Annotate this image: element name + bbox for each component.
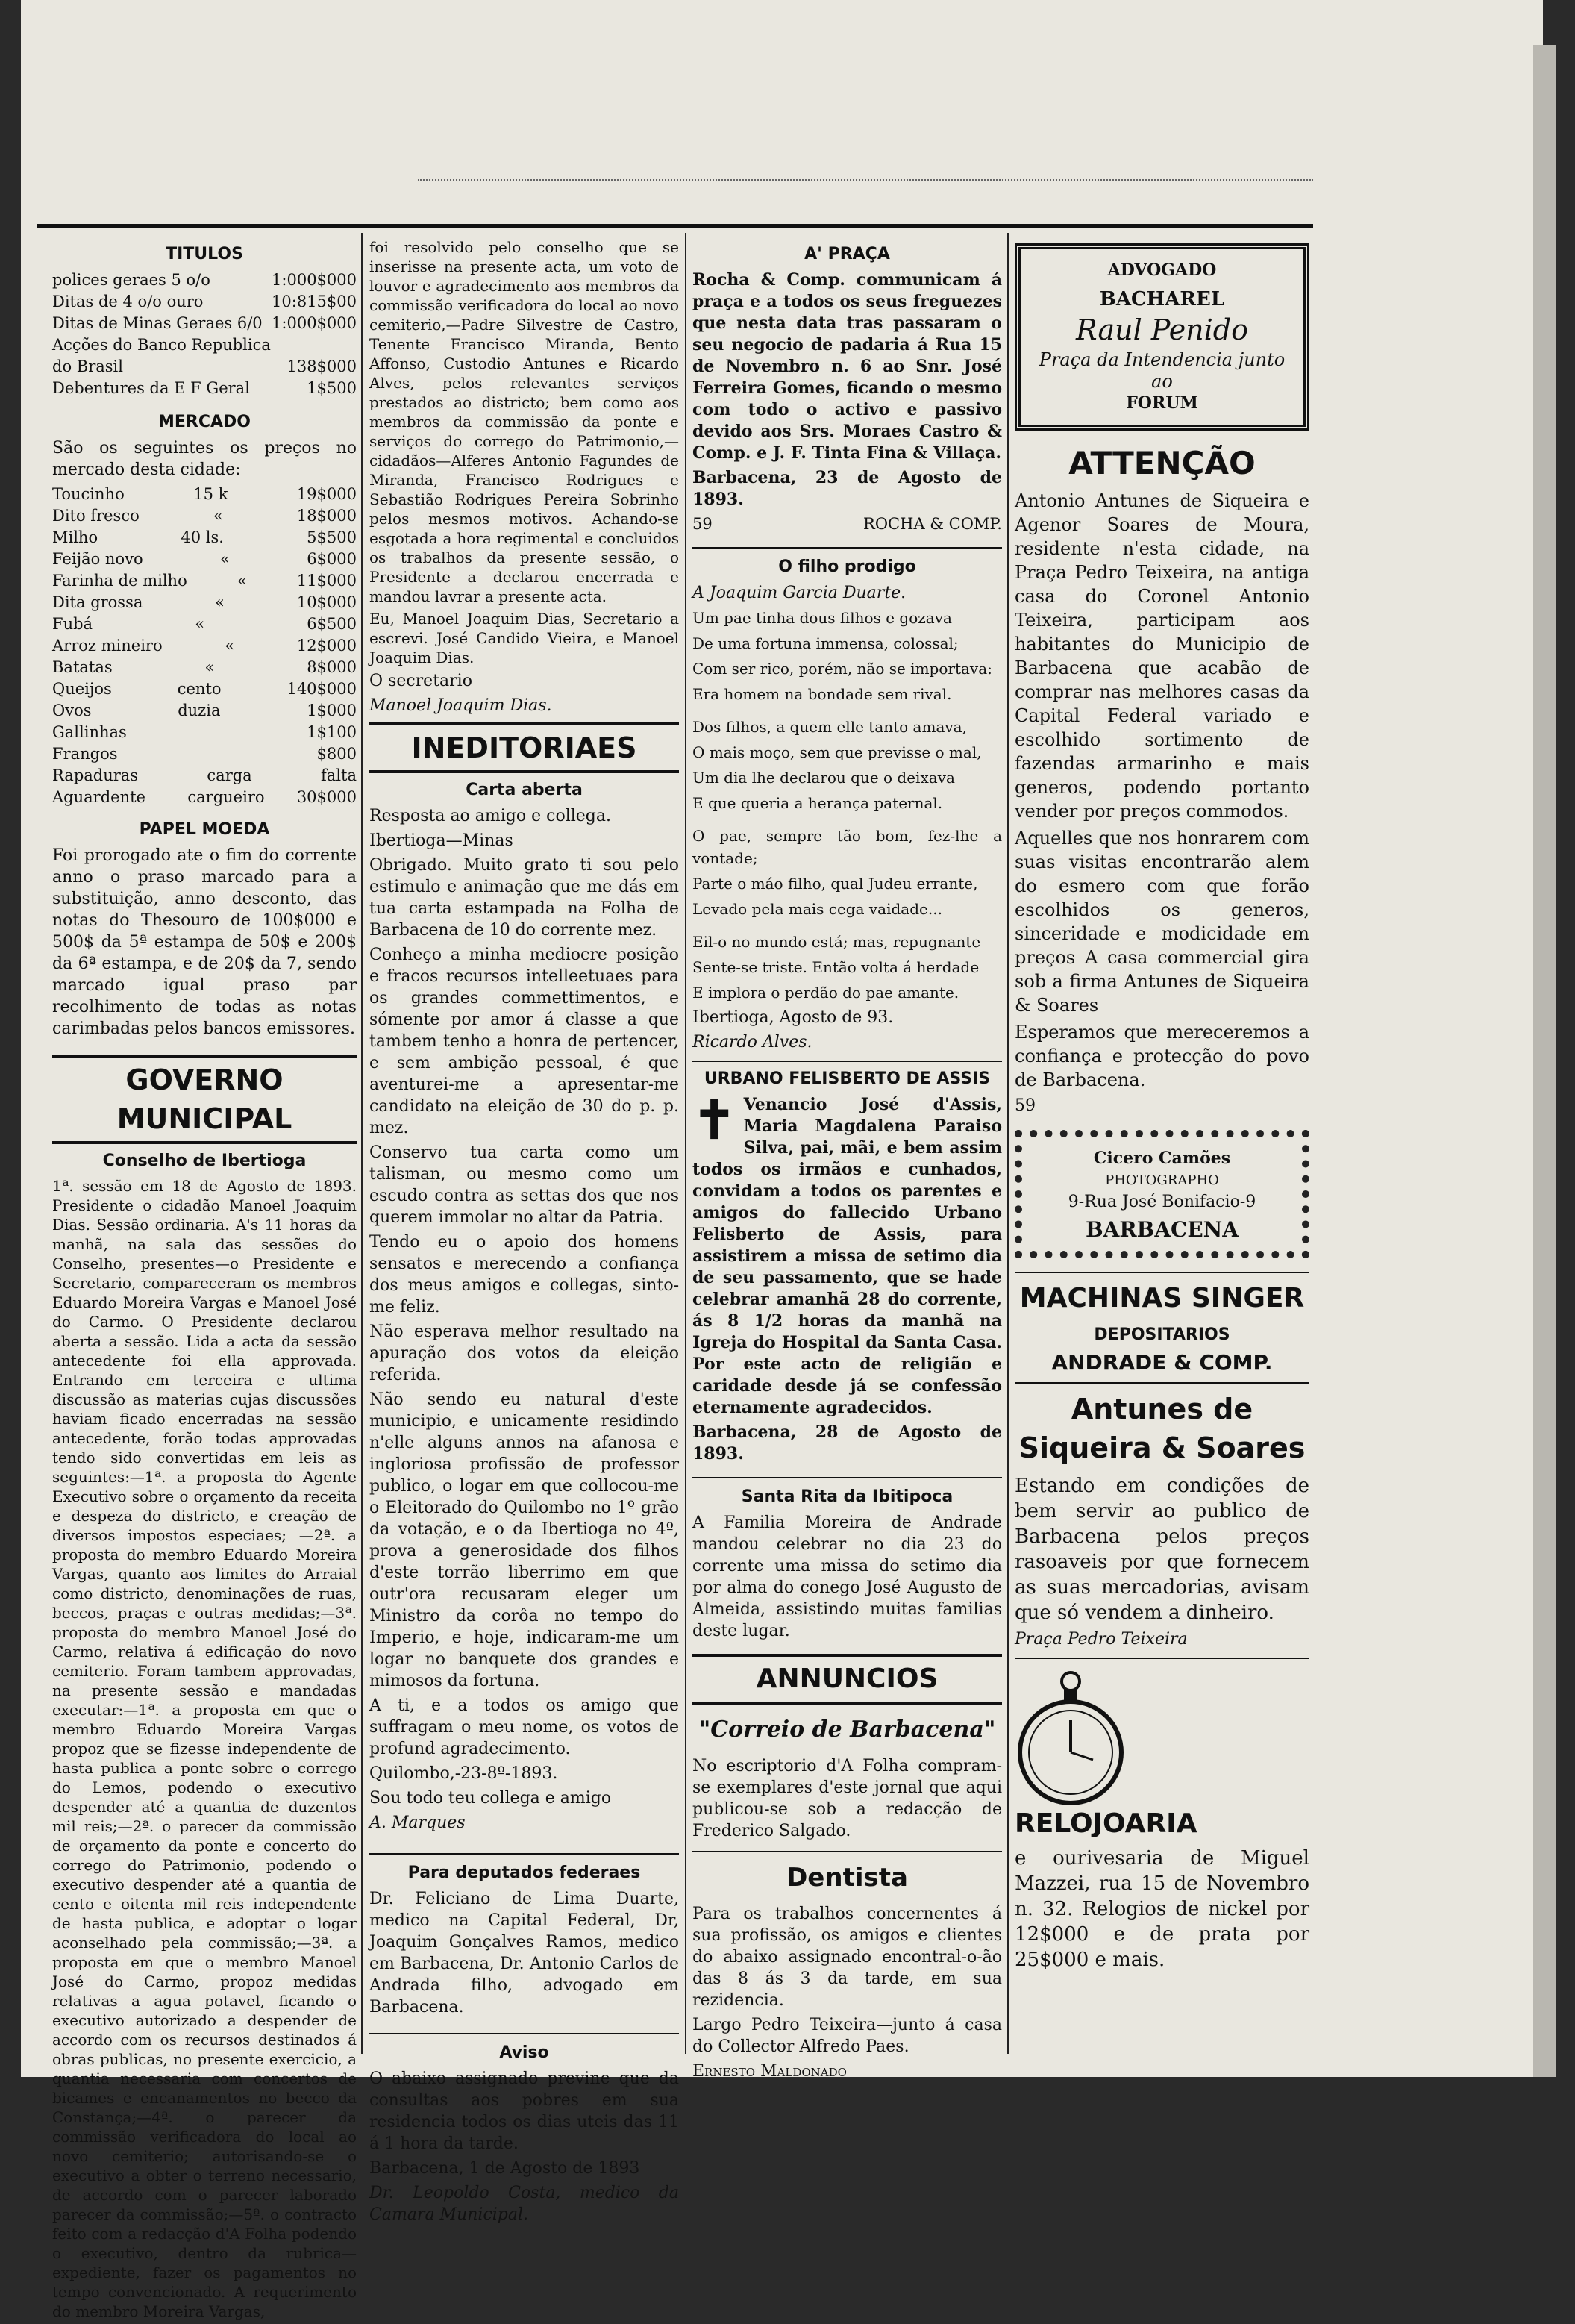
row-unit: «	[204, 658, 215, 676]
table-row	[52, 549, 357, 570]
singer-depositarios: DEPOSITARIOS	[1094, 1325, 1230, 1344]
titulos-table	[52, 269, 357, 399]
row-unit: carga	[207, 766, 252, 784]
row-name: Dito fresco	[52, 507, 140, 525]
cross-icon: ✝	[692, 1089, 736, 1151]
table-row	[52, 613, 357, 635]
carta-p4: Conheço a minha mediocre posição e fracos recursos intelleetuaes para os grandes commettimentos, e sómente por amor á classe a que tambem tenho a honra de pertencer, e sem ambição pessoal, é que aventurei-me a apresentar-me candidato na eleição de 30 do p. p. mez.	[369, 946, 679, 1137]
praca-signature: ROCHA & COMP.	[863, 515, 1002, 533]
photographer-label: PHOTOGRAPHO	[1105, 1172, 1219, 1188]
poem-line: Sente-se triste. Então volta á herdade	[692, 958, 980, 976]
poem-line: De uma fortuna immensa, colossal;	[692, 634, 959, 652]
row-value: 1$100	[307, 723, 357, 741]
row-name: Ditas de 4 o/o ouro	[52, 293, 204, 310]
row-unit: «	[237, 572, 247, 590]
praca-number: 59	[692, 515, 713, 533]
dentista-heading: Dentista	[786, 1863, 908, 1893]
row-value: 1:000$000	[272, 314, 357, 332]
titulos-heading: TITULOS	[166, 245, 243, 263]
ineditoriaes-heading: INEDITORIAES	[369, 722, 679, 773]
attencao-text-3: Esperamos que mereceremos a confiança e protecção do povo de Barbacena.	[1015, 1022, 1309, 1090]
table-row	[52, 269, 357, 291]
row-unit: 40 ls.	[181, 528, 224, 546]
aviso-text: O abaixo assignado previne que da consultas aos pobres em sua residencia todos os dias uteis das 11 á 1 hora da tarde.	[369, 2070, 679, 2153]
carta-p7: Não esperava melhor resultado na apuração dos votos da eleição referida.	[369, 1322, 679, 1384]
row-name: Acções do Banco Republica	[52, 336, 271, 354]
attencao-heading: ATTENÇÃO	[1068, 445, 1256, 481]
attencao-text: Antonio Antunes de Siqueira e Agenor Soares de Moura, residente n'esta cidade, na Praça Pedro Teixeira, na antiga casa do Coronel Antonio Teixeira, participam aos habitantes do Municipio de Barbacena que acabão de comprar nas melhores casas da Capital Federal variado e escolhido sortimento de fazendas armarinho e mais generos, podendo portanto vender por preços commodos.	[1015, 490, 1309, 822]
row-unit: «	[215, 593, 225, 611]
singer-company: ANDRADE & COMP.	[1051, 1350, 1273, 1375]
table-row	[52, 313, 357, 334]
table-row	[52, 657, 357, 678]
row-unit: duzia	[178, 702, 221, 719]
row-value: 10$000	[296, 593, 357, 611]
table-row	[52, 378, 357, 399]
aviso-signature: Dr. Leopoldo Costa, medico da Camara Municipal.	[369, 2184, 679, 2224]
poem-line: Um pae tinha dous filhos e gozava	[692, 609, 952, 627]
table-row	[52, 787, 357, 808]
poem-line: Com ser rico, porém, não se importava:	[692, 660, 992, 678]
row-value: 140$000	[286, 680, 357, 698]
advogado-forum: FORUM	[1126, 393, 1198, 413]
row-name: Toucinho	[52, 485, 125, 503]
row-name: Farinha de milho	[52, 572, 187, 590]
row-value: 138$000	[286, 357, 357, 375]
row-name: Queijos	[52, 680, 112, 698]
advogado-label: ADVOGADO	[1107, 260, 1217, 280]
table-row	[52, 678, 357, 700]
row-name: do Brasil	[52, 357, 123, 375]
poem-line: E que queria a herança paternal.	[692, 794, 943, 812]
row-value: 18$000	[296, 507, 357, 525]
table-row	[52, 291, 357, 313]
column-3	[692, 237, 1002, 2085]
column-rule	[685, 233, 686, 2054]
carta-p1: Resposta ao amigo e collega.	[369, 807, 611, 825]
row-unit	[184, 743, 251, 765]
photographer-ad	[1015, 1130, 1309, 1258]
table-row	[52, 700, 357, 722]
table-row	[52, 356, 357, 378]
carta-p5: Conservo tua carta como um talisman, ou mesmo como um escudo contra as settas dos que nos querem immolar no altar da Patria.	[369, 1143, 679, 1227]
row-value: falta	[321, 766, 357, 784]
row-unit: «	[195, 615, 205, 633]
santa-rita-heading: Santa Rita da Ibitipoca	[741, 1487, 954, 1506]
poem-line: Era homem na bondade sem rival.	[692, 685, 952, 703]
row-value: 6$500	[307, 615, 357, 633]
relojoaria-text: e ourivesaria de Miguel Mazzei, rua 15 de Novembro n. 32. Relogios de nickel por 12$000 e de prata por 25$000 e mais.	[1015, 1847, 1309, 1971]
carta-signature: A. Marques	[369, 1814, 466, 1832]
top-rule	[37, 224, 1313, 228]
mercado-heading: MERCADO	[158, 413, 251, 431]
row-unit: «	[219, 550, 230, 568]
poem-stanza	[692, 931, 1002, 1004]
table-row	[52, 570, 357, 592]
prodigo-date: Ibertioga, Agosto de 93.	[692, 1008, 894, 1027]
praca-date: Barbacena, 23 de Agosto de 1893.	[692, 468, 1002, 509]
carta-p6: Tendo eu o apoio dos homens sensatos e merecendo a confiança dos meus amigos e collegas, sinto-me feliz.	[369, 1233, 679, 1316]
prodigo-signature: Ricardo Alves.	[692, 1033, 812, 1052]
row-name: Ditas de Minas Geraes 6/0	[52, 314, 263, 332]
row-value: 6$000	[307, 550, 357, 568]
dentista-address: Largo Pedro Teixeira—junto á casa do Collector Alfredo Paes.	[692, 2016, 1002, 2056]
poem-stanza	[692, 716, 1002, 814]
carta-p9: A ti, e a todos os amigo que suffragam o meu nome, os votos de profund agradecimento.	[369, 1696, 679, 1758]
bacharel-label: BACHAREL	[1099, 288, 1225, 310]
poem-line: O mais moço, sem que previsse o mal,	[692, 743, 982, 761]
row-value: 1:000$000	[272, 271, 357, 289]
dentista-text: Para os trabalhos concernentes á sua profissão, os amigos e clientes do abaixo assignado encontral-o-ão das 8 ás 3 da tarde, em sua rezidencia.	[692, 1905, 1002, 2010]
carta-heading: Carta aberta	[466, 781, 583, 799]
mercado-intro: São os seguintes os preços no mercado desta cidade:	[52, 439, 357, 479]
row-name: Arroz mineiro	[52, 637, 163, 655]
attencao-text-2: Aquelles que nos honrarem com suas visitas encontrarão alem do esmero com que forão escolhidos os generos, sinceridade e modicidade em preços A casa commercial gira sob a firma Antunes de Siqueira & Soares	[1015, 828, 1309, 1016]
deputados-heading: Para deputados federaes	[407, 1864, 641, 1882]
row-unit	[183, 722, 250, 743]
acta-continued: foi resolvido pelo conselho que se inserisse na presente acta, um voto de louvor e agradecimento aos membros da commissão verificadora do local ao novo cemiterio,—Padre Silvestre de Castro, Tenente Francisco Miranda, Bento Affonso, Custodio Antunes e Ricardo Alves, pelos relevantes serviços prestados ao districto; bem como aos membros da commissão da ponte e serviços do corrego do Patrimonio,—cidadãos—Alferes Antonio Fagundes de Miranda, Francisco Rodrigues e Sebastião Rodrigues Pereira Sobrinho pelos mesmos motivos. Achando-se esgotada a hora regimental e concluidos os trabalhos da presente sessão, o Presidente a declarou encerrada e mandou lavrar a presente acta.	[369, 238, 679, 605]
antunes-text: Estando em condições de bem servir ao publico de Barbacena pelos preços rasoaveis por que fornecem as suas mercadorias, avisam que só vendem a dinheiro.	[1015, 1475, 1309, 1624]
carta-p8: Não sendo eu natural d'este municipio, e unicamente residindo n'elle alguns annos na afanosa e ingloriosa profissão de professor publico, o logar em que collocou-me o Eleitorado do Quilombo no 1º grão da votação, e o da Ibertioga no 4º, prova a generosidade dos filhos d'este torrão liberrimo em que outr'ora recusaram eleger um Ministro da corôa no tempo do Imperio, e hoje, indicaram-me um logar no banquete dos grandes e mimosos da fortuna.	[369, 1390, 679, 1690]
prodigo-dedication: A Joaquim Garcia Duarte.	[692, 584, 907, 602]
row-unit: «	[213, 507, 223, 525]
table-row	[52, 765, 357, 787]
poem-stanza	[692, 825, 1002, 920]
row-name: Rapaduras	[52, 766, 139, 784]
correio-text: No escriptorio d'A Folha compram-se exemplares d'este jornal que aqui publicou-se sob a redacção de Frederico Salgado.	[692, 1757, 1002, 1840]
papel-moeda-heading: PAPEL MOEDA	[139, 820, 270, 839]
row-value: 19$000	[296, 485, 357, 503]
row-name: Milho	[52, 528, 98, 546]
aviso-heading: Aviso	[499, 2043, 549, 2062]
row-value: 1$500	[307, 379, 357, 397]
row-value: 5$500	[307, 528, 357, 546]
row-value: $800	[316, 745, 357, 763]
pocket-watch-icon	[1015, 1667, 1127, 1808]
carta-close: Sou todo teu collega e amigo	[369, 1789, 612, 1808]
photographer-name: Cicero Camões	[1093, 1149, 1231, 1168]
urbano-text: Venancio José d'Assis, Maria Magdalena Paraiso Silva, pai, mãi, e bem assim todos os irmãos e cunhados, convidam a todos os parentes e amigos do fallecido Urbano Felisberto de Assis, para assistirem a missa de setimo dia de seu passamento, que se hade celebrar amanhã 28 do corrente, ás 8 1/2 horas da manhã na Igreja do Hospital da Santa Casa. Por este acto de religião e caridade desde já se confessão eternamente agradecidos.	[692, 1095, 1002, 1417]
annuncios-heading: ANNUNCIOS	[692, 1654, 1002, 1705]
singer-heading: MACHINAS SINGER	[1019, 1283, 1305, 1314]
acta-closing: Eu, Manoel Joaquim Dias, Secretario a escrevi. José Candido Vieira, e Manoel Joaquim Dias.	[369, 610, 679, 666]
photographer-city: BARBACENA	[1086, 1217, 1239, 1242]
row-name: Dita grossa	[52, 593, 143, 611]
governo-heading: GOVERNO MUNICIPAL	[52, 1055, 357, 1144]
praca-heading: A' PRAÇA	[804, 245, 890, 263]
photographer-address: 9-Rua José Bonifacio-9	[1068, 1193, 1256, 1211]
page-edge	[1533, 45, 1556, 2077]
table-row	[52, 505, 357, 527]
row-name: Ovos	[52, 702, 92, 719]
row-unit: «	[225, 637, 235, 655]
governo-text: 1ª. sessão em 18 de Agosto de 1893. Presidente o cidadão Manoel Joaquim Dias. Sessão ordinaria. A's 11 horas da manhã, na sala das sessões do Conselho, presentes—o Presidente e Secretario, compareceram os membros Eduardo Moreira Vargas e Manoel José do Carmo. O Presidente declarou aberta a sessão. Lida a acta da sessão antecedente foi ella approvada. Entrando em terceira e ultima discussão as materias cujas discussões haviam ficado encerradas na sessão antecedente, forão todas approvadas tendo sido convertidas em leis as seguintes:—1ª. a proposta do Agente Executivo sobre o orçamento da receita e despeza do districto, e creação de diversos impostos especiaes; —2ª. a proposta do membro Eduardo Moreira Vargas, quanto aos limites do Arraial como districto, denominações de ruas, beccos, praças e outras medidas;—3ª. proposta do membro Manoel José do Carmo, relativa á edificação do novo cemiterio. Foram tambem approvadas, na presente sessão e mandadas executar:—1ª. a proposta em que o membro Eduardo Moreira Vargas propoz que se fizesse independente de hasta publica a ponte sobre o corrego do Lemos, podendo o executivo despender até a quantia de duzentos mil reis;—2ª. o parecer da commissão de orçamento da ponte e concerto do corrego do Patrimonio, podendo o executivo despender até a quantia de cento e oitenta mil reis independente de hasta publica, e adoptar o logar aconselhado pela commissão;—3ª. a proposta em que o membro Manoel José do Carmo, propoz medidas relativas a agua potavel, ficando o executivo autorizado a despender de accordo com os recursos destinados á obras publicas, no presente exercicio, a quantia necessaria com concertos de bicames e encanamentos no becco da Constança;—4ª. o parecer da commissão verificadora do local ao novo cemiterio; autorisando-se o executivo a obter o terreno necessario, de accordo com o parecer laborado parecer da commissão;—5ª. o contracto feito com a redacção d'A Folha podendo o executivo, dentro da rubrica—expediente, fazer os pagamentos no tempo convencionado. A requerimento do membro Moreira Vargas,	[52, 1177, 357, 2320]
poem-line: Eil-o no mundo está; mas, repugnante	[692, 933, 981, 951]
advogado-address: Praça da Intendencia junto ao	[1039, 349, 1286, 392]
column-1	[52, 237, 357, 2324]
antunes-address: Praça Pedro Teixeira	[1015, 1630, 1188, 1649]
row-value: 11$000	[296, 572, 357, 590]
row-name: Aguardente	[52, 788, 145, 806]
poem-line: Parte o máo filho, qual Judeu errante,	[692, 875, 978, 893]
row-value: 8$000	[307, 658, 357, 676]
poem-line: Dos filhos, a quem elle tanto amava,	[692, 718, 967, 736]
acta-signature: Manoel Joaquim Dias.	[369, 696, 552, 715]
papel-moeda-text: Foi prorogado ate o fim do corrente anno o praso marcado para a substituição, anno desconto, das notas do Thesouro de 100$000 e 500$ da 5ª estampa de 50$ e 200$ da 6ª estampa, e de 20$ da 7, sendo marcado igual praso par recolhimento de todas as notas carimbadas pelos bancos emissores.	[52, 846, 357, 1038]
row-value: 1$000	[307, 702, 357, 719]
deputados-text: Dr. Feliciano de Lima Duarte, medico na Capital Federal, Dr, Joaquim Gonçalves Ramos, medico em Barbacena, Dr. Antonio Carlos de Andrada filho, advogado em Barbacena.	[369, 1890, 679, 2017]
row-value: 10:815$00	[272, 293, 357, 310]
row-name: polices geraes 5 o/o	[52, 271, 210, 289]
urbano-date: Barbacena, 28 de Agosto de 1893.	[692, 1422, 1002, 1464]
row-unit: cento	[177, 680, 222, 698]
prodigo-heading: O filho prodigo	[778, 557, 916, 576]
advogado-ad	[1015, 243, 1309, 431]
row-name: Fubá	[52, 615, 93, 633]
column-2	[369, 237, 679, 2228]
relojoaria-heading: RELOJOARIA	[1015, 1808, 1197, 1839]
row-value: 12$000	[296, 637, 357, 655]
poem-line: Levado pela mais cega vaidade...	[692, 900, 942, 918]
row-unit: 15 k	[193, 485, 228, 503]
aviso-date: Barbacena, 1 de Agosto de 1893	[369, 2159, 640, 2178]
table-row	[52, 484, 357, 505]
acta-secretary: O secretario	[369, 672, 472, 690]
column-4	[1015, 237, 1309, 1975]
table-row	[52, 743, 357, 765]
mercado-table	[52, 484, 357, 808]
bleed-through-line	[418, 179, 1313, 182]
table-row	[52, 527, 357, 549]
row-unit: cargueiro	[187, 788, 265, 806]
row-name: Gallinhas	[52, 723, 127, 741]
governo-subheading: Conselho de Ibertioga	[102, 1152, 307, 1170]
advogado-name: Raul Penido	[1075, 313, 1249, 346]
carta-p2: Ibertioga—Minas	[369, 831, 513, 850]
column-rule	[361, 233, 363, 2054]
row-name: Debentures da E F Geral	[52, 379, 250, 397]
table-row	[52, 334, 357, 356]
praca-text: Rocha & Comp. communicam á praça e a todos os seus freguezes que nesta data tras passaram o seu negocio de padaria á Rua 15 de Novembro n. 6 ao Snr. José Ferreira Gomes, ficando o mesmo com todo o activo e passivo devido aos Srs. Moraes Castro & Comp. e J. F. Tinta Fina & Villaça.	[692, 270, 1002, 463]
row-name: Frangos	[52, 745, 118, 763]
carta-date: Quilombo,-23-8º-1893.	[369, 1764, 558, 1783]
poem-line: E implora o perdão do pae amante.	[692, 984, 959, 1002]
row-name: Batatas	[52, 658, 113, 676]
table-row	[52, 722, 357, 743]
poem-stanza	[692, 607, 1002, 705]
poem-line: O pae, sempre tão bom, fez-lhe a vontade;	[692, 827, 1002, 867]
antunes-heading: Antunes de Siqueira & Soares	[1018, 1393, 1306, 1464]
attencao-number: 59	[1015, 1096, 1036, 1115]
table-row	[52, 635, 357, 657]
row-value: 30$000	[296, 788, 357, 806]
santa-rita-text: A Familia Moreira de Andrade mandou celebrar no dia 23 do corrente uma missa do setimo dia por alma do conego José Augusto de Almeida, assistindo muitas familias deste lugar.	[692, 1514, 1002, 1640]
column-rule	[1007, 233, 1009, 2054]
correio-heading: "Correio de Barbacena"	[698, 1717, 996, 1743]
table-row	[52, 592, 357, 613]
row-name: Feijão novo	[52, 550, 143, 568]
carta-p3: Obrigado. Muito grato ti sou pelo estimulo e animação que me dás em tua carta estampada na Folha de Barbacena de 10 do corrente mez.	[369, 856, 679, 940]
poem-line: Um dia lhe declarou que o deixava	[692, 769, 955, 787]
dentista-signature: Ernesto Maldonado	[692, 2062, 847, 2081]
urbano-heading: URBANO FELISBERTO DE ASSIS	[704, 1069, 991, 1088]
